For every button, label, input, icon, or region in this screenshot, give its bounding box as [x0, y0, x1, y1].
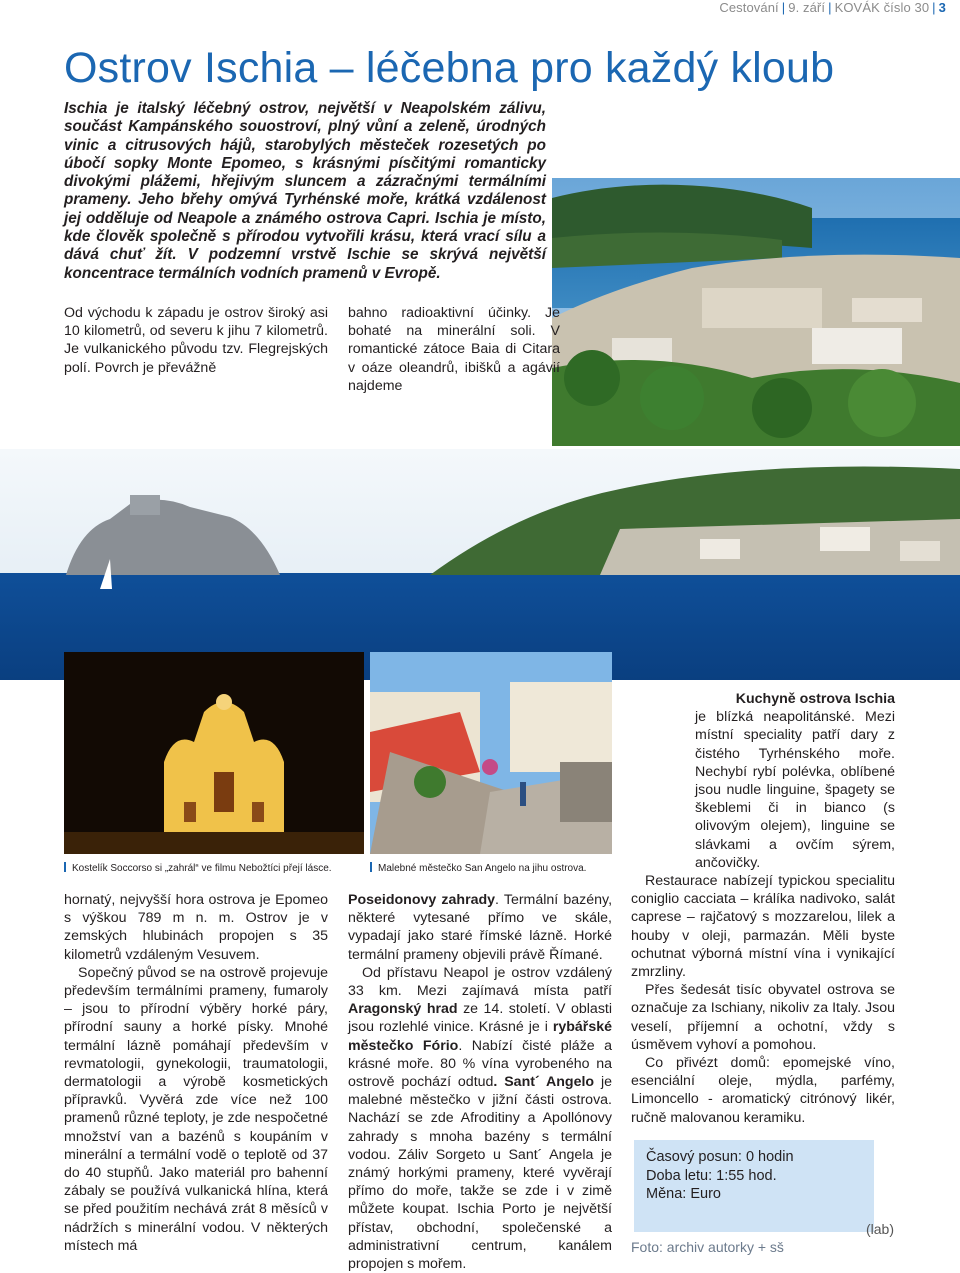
column1-paragraph-2: Sopečný původ se na ostrově projevuje především termálními prameny, fumaroly – jsou to přírodní výběry horké páry, přírodní sauny a horké písky. Mnohé termální lázně pomáhají především v revmatologii, gynekologii, traumatologii, dermatologii a výrobě kosmetických přípravků. Vyvěrá zde více než 100 pramenů různé teploty, je zde nespočetné množství van a bazénů s koupáním v minerální a termální vodě o teplotě od 37 do 40 stupňů. Jako materiál pro bahenní zábaly se používá vulkanická hlína, která se před použitím nechává zrát 8 měsíců v nádržích s minerální vodou. V některých místech má: [64, 964, 328, 1254]
column2-p2-text-c: ze 14. století. V oblasti jsou rozlehlé vinice. Krásné je i: [348, 1001, 613, 1036]
info-time-offset: Časový posun: 0 hodin: [646, 1149, 794, 1165]
cuisine-heading: Kuchyně ostrova Ischia: [735, 691, 895, 707]
page-number: 3: [938, 0, 946, 15]
column2-top-text: bahno radioaktivní účinky. Je bohaté na minerální soli. V romantické zátoce Baia di Citara v oáze oleandrů, ibišků a agávií najdeme: [348, 305, 560, 394]
column2-p1-text: . Termální bazény, některé vytesané přímo ve skále, vypadají jako staré římské lázně. Horké termální prameny objevili právě Římané.: [348, 892, 613, 963]
header-section: Cestování: [719, 0, 779, 15]
column2-paragraph-1: [348, 891, 612, 964]
column1-paragraph-1: hornatý, nejvyšší hora ostrova je Epomeo s výškou 789 m n. m. Ostrov je v zemských hlubinách propojen s 35 kilometrů vzdáleným Vesuvem.: [64, 892, 328, 963]
column2-p2-text-d: . Nabízí čisté pláže a krásné moře. 80 % vína vyrobeného na ostrově pochází odtud: [348, 1037, 612, 1091]
article-title: Ostrov Ischia – léčebna pro každý kloub: [64, 44, 835, 92]
photo-castle-panorama: [0, 449, 960, 680]
lead-paragraph: [64, 100, 546, 283]
cuisine-paragraph-3: Přes šedesát tisíc obyvatel ostrova se označuje za Ischiany, nikoliv za Italy. Jsou veselí, příjemní a ochotní, vždy s úsměvem vyhoví a pomohou.: [631, 982, 895, 1053]
header-date: 9. září: [788, 0, 826, 15]
cuisine-heading-line: [631, 690, 895, 708]
info-box: [634, 1140, 874, 1232]
cuisine-paragraph-4: Co přivézt domů: epomejské víno, esenciální oleje, mýdla, parfémy, Limoncello - aromatický citrónový likér, ručně malovanou keramiku.: [631, 1055, 895, 1126]
header-magazine: KOVÁK číslo 30: [834, 0, 930, 15]
column1-top: [64, 304, 328, 377]
caption-church: Kostelík Soccorso si „zahrál“ ve filmu Nebožtíci přejí lásce.: [64, 862, 332, 874]
caption-street: Malebné městečko San Angelo na jihu ostrova.: [370, 862, 586, 874]
column2-bottom: [348, 891, 612, 1273]
column3-cuisine: [631, 690, 895, 1127]
forio-term: rybářské městečko Fório: [348, 1019, 612, 1054]
column1-bottom: [64, 891, 328, 1255]
column2-top: [348, 304, 560, 395]
column2-p2-text-a: Od přístavu Neapol je ostrov vzdálený 33 km. Mezi zajímavá místa patří: [348, 964, 612, 1000]
poseidon-gardens-term: Poseidonovy zahrady: [348, 892, 496, 908]
column2-p2-text-e: je malebné městečko v jižní části ostrova. Nachází se zde Afroditiny a Apollónovy zahrady s mnoha bazény s termální vodou. Záliv Sorgeto u Sant´ Angela je známý horkými prameny, které vyvěrají přímo do moře, takže se zde i v zimě můžete koupat. Ischia Porto je největší přístav, obchodní, společenské a administrativní centrum, kanálem propojen s mořem.: [348, 1074, 612, 1273]
photo-street-sant-angelo: [370, 652, 612, 854]
column1-top-text: Od východu k západu je ostrov široký asi 10 kilometrů, od severu k jihu 7 kilometrů. Je vulkanického původu tzv. Flegrejských polí. Povrch je převážně: [64, 305, 328, 376]
info-flight-time: Doba letu: 1:55 hod.: [646, 1167, 777, 1184]
aragon-castle-term: Aragonský hrad: [348, 1001, 458, 1018]
sant-angelo-term: . Sant´ Angelo: [493, 1074, 595, 1091]
cuisine-paragraph-2: Restaurace nabízejí typickou specialitu coniglio cacciata – králíka nadivoko, salát caprese – rajčatový s mozzarelou, lilek a houby v oleji, parmazán. Měli byste ochutnat výborná místní vína i vynikající zmrzliny.: [631, 873, 895, 981]
photo-coastline: [552, 178, 960, 446]
column2-paragraph-2: [348, 964, 612, 1273]
page-header: Cestování | 9. září | KOVÁK číslo 30 | 3: [719, 0, 946, 15]
info-currency: Měna: Euro: [646, 1186, 721, 1202]
photo-church-night: [64, 652, 364, 854]
cuisine-paragraph-1: je blízká neapolitánské. Mezi místní speciality patří dary z čistého Tyrhénského moře. Nechybí rybí polévka, oblíbené jsou nudle linguine, špagety se škeblemi či in bianco (s olivovým olejem), linguine se slávkami a ovčím sýrem, ančovičky.: [695, 709, 895, 871]
lead-text: Ischia je italský léčebný ostrov, největší v Neapolském zálivu, součást Kampánského souostroví, plný vůní a zeleně, úrodných vinic a citrusových hájů, starobylých městeček rozesetých po úbočí sopky Monte Epomeo, s krásnými písčitými romanticky divokými plážemi, hřejivým sluncem a zázračnými termálními prameny. Jeho břehy omývá Tyrhénské moře, krátká vzdálenost jej odděluje od Neapole a známého ostrova Capri. Ischia je místo, kde člověk společně s přírodou vytvořili krásu, která vrací sílu a dává chuť žít. V podzemní vrstvě Ischie se skrývá největší koncentrace termálních vodních pramenů v Evropě.: [64, 100, 546, 282]
photo-credit: Foto: archiv autorky + sš: [631, 1239, 784, 1255]
author-signature: (lab): [866, 1221, 895, 1237]
